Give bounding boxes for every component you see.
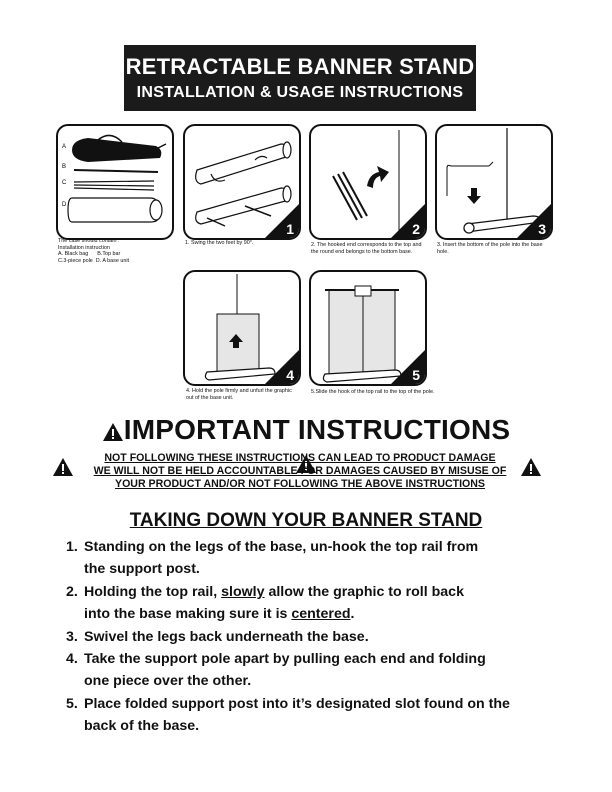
- base-unit: [68, 198, 158, 222]
- rotate-arrow-icon: [367, 166, 389, 188]
- page-subtitle: INSTALLATION & USAGE INSTRUCTIONS: [136, 84, 464, 101]
- list-item: 5. Place folded support post into it’s designated slot found on the back of the base.: [66, 695, 510, 735]
- contents-caption: The case should contain : Installation instruction A. Black bag B.Top bar C.3-piece pole D. A base unit: [58, 238, 130, 264]
- step3-caption: 3. Insert the bottom of the pole into the base hole.: [437, 242, 543, 255]
- step4-number-badge: 4: [265, 350, 299, 384]
- warning-icon: [102, 422, 124, 442]
- black-bag: [72, 138, 161, 162]
- step1-caption: 1. Swing the two feet by 90°.: [185, 240, 254, 246]
- warning-icon-left: [52, 457, 74, 477]
- notice-line-1: NOT FOLLOWING THESE INSTRUCTIONS CAN LEAD TO PRODUCT DAMAGE: [104, 452, 496, 464]
- title-banner: [124, 45, 476, 111]
- step4-panel: [183, 270, 301, 386]
- top-bar: [74, 170, 158, 172]
- list-item: 4. Take the support pole apart by pulling each end and folding one piece over the other.: [66, 651, 486, 690]
- label-b: B: [62, 164, 67, 170]
- label-a: A: [62, 144, 67, 150]
- step1-panel: [183, 124, 301, 240]
- label-d: D: [62, 202, 67, 208]
- step2-panel: [309, 124, 427, 240]
- list-item: 2. Holding the top rail, slowly allow the graphic to roll back into the base making sure it is centered.: [66, 583, 464, 623]
- step1-number-badge: 1: [265, 204, 299, 238]
- step5-number-badge: 5: [391, 350, 425, 384]
- pole-pieces: [74, 181, 154, 182]
- takedown-steps: [66, 536, 556, 738]
- contents-illustration: [58, 126, 172, 238]
- page-title: RETRACTABLE BANNER STAND: [125, 54, 475, 79]
- important-title: IMPORTANT INSTRUCTIONS: [123, 414, 511, 445]
- step3-panel: [435, 124, 553, 240]
- step5-caption: 5.Slide the hook of the top rail to the top of the pole.: [311, 389, 435, 395]
- list-item: 1. Standing on the legs of the base, un-hook the top rail from the support post.: [66, 539, 479, 578]
- step5-panel: [309, 270, 427, 386]
- step4-caption: 4. Hold the pole firmly and unfurl the graphic out of the base unit.: [186, 388, 292, 401]
- step3-number-badge: 3: [517, 204, 551, 238]
- list-item: 3. Swivel the legs back underneath the base.: [66, 628, 369, 645]
- notice-line-2: WE WILL NOT BE HELD ACCOUNTABLE FOR DAMAGES CAUSED BY MISUSE OF: [93, 465, 507, 477]
- takedown-title: TAKING DOWN YOUR BANNER STAND: [129, 510, 483, 531]
- label-c: C: [62, 180, 67, 186]
- step2-caption: 2. The hooked end corresponds to the top and the round end belongs to the bottom base.: [311, 242, 422, 255]
- contents-panel: [56, 124, 174, 240]
- step2-number-badge: 2: [391, 204, 425, 238]
- notice-line-3: YOUR PRODUCT AND/OR NOT FOLLOWING THE ABOVE INSTRUCTIONS: [115, 478, 485, 490]
- liability-notice: [74, 452, 526, 491]
- down-arrow-icon: [467, 188, 481, 204]
